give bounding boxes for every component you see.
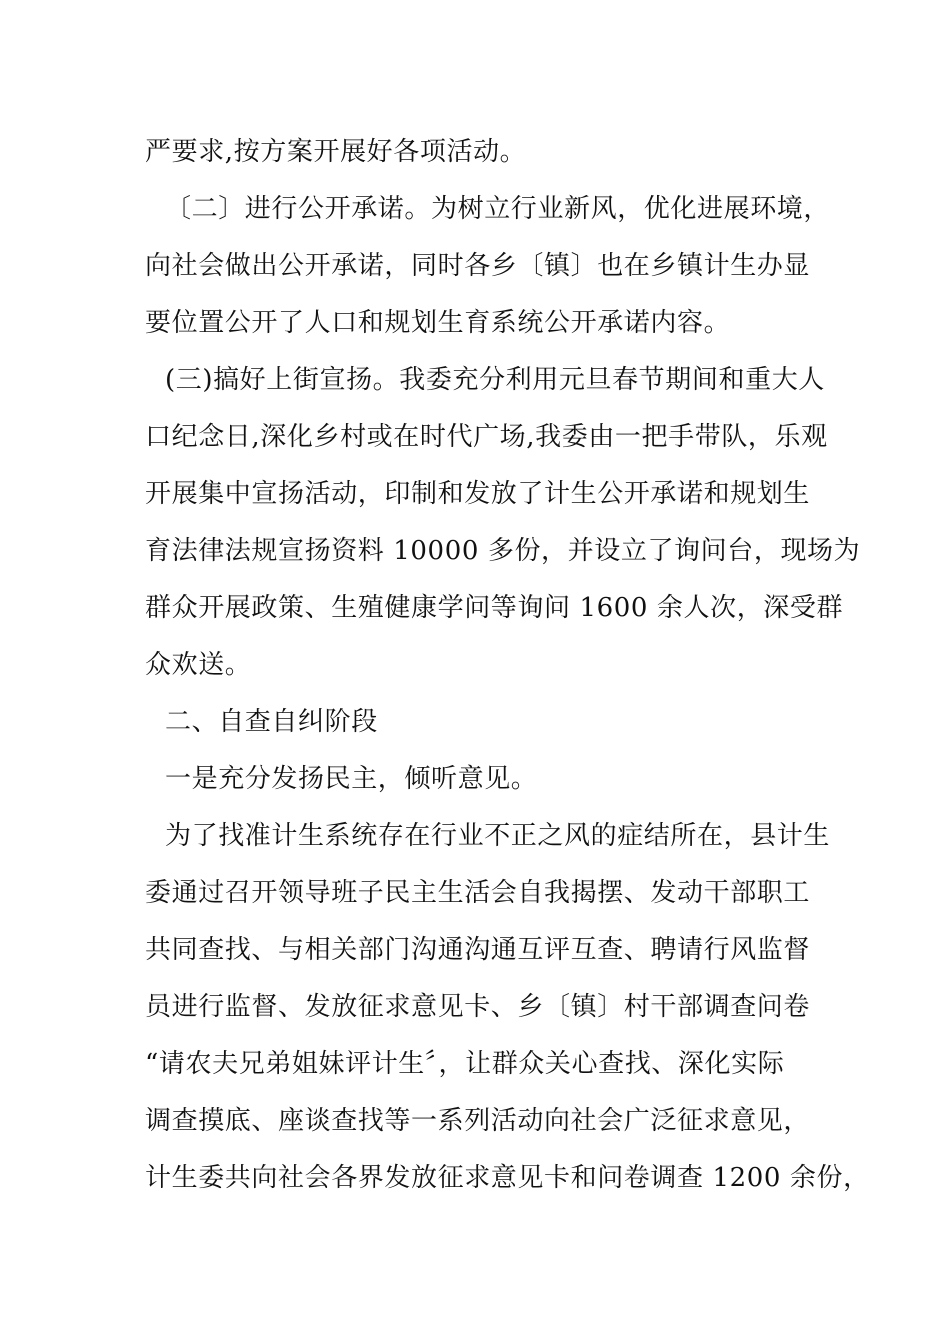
section-heading: 二、自查自纠阶段 (165, 707, 378, 737)
text-line: 调查摸底、座谈查找等一系列活动向社会广泛征求意见， (145, 1106, 811, 1136)
text-line: 员进行监督、发放征求意见卡、乡〔镇〕村干部调查问卷 (145, 992, 811, 1022)
subsection-heading: 一是充分发扬民主，倾听意见。 (165, 764, 538, 794)
text-line: “请农夫兄弟姐妹评计生〞，让群众关心查找、深化实际 (145, 1049, 785, 1079)
text-line: 委通过召开领导班子民主生活会自我揭摆、发动干部职工 (145, 878, 811, 908)
text-line: 要位置公开了人口和规划生育系统公开承诺内容。 (145, 308, 731, 338)
text-line: 育法律法规宣扬资料 10000 多份，并设立了询问台，现场为 (145, 536, 861, 566)
text-line: 为了找准计生系统存在行业不正之风的症结所在，县计生 (165, 821, 831, 851)
text-line: 计生委共向社会各界发放征求意见卡和问卷调查 1200 余份， (145, 1163, 870, 1193)
text-line: 共同查找、与相关部门沟通沟通互评互查、聘请行风监督 (145, 935, 811, 965)
text-line: 严要求,按方案开展好各项活动。 (145, 137, 527, 167)
text-line: 向社会做出公开承诺，同时各乡〔镇〕也在乡镇计生办显 (145, 251, 811, 281)
text-line: (三)搞好上街宣扬。我委充分利用元旦春节期间和重大人 (165, 365, 825, 395)
text-line: 〔二〕进行公开承诺。为树立行业新风，优化进展环境， (165, 194, 831, 224)
text-line: 口纪念日,深化乡村或在时代广场,我委由一把手带队，乐观 (145, 422, 828, 452)
text-line: 众欢送。 (145, 650, 252, 680)
text-line: 开展集中宣扬活动，印制和发放了计生公开承诺和规划生 (145, 479, 811, 509)
text-line: 群众开展政策、生殖健康学问等询问 1600 余人次，深受群 (145, 593, 844, 623)
